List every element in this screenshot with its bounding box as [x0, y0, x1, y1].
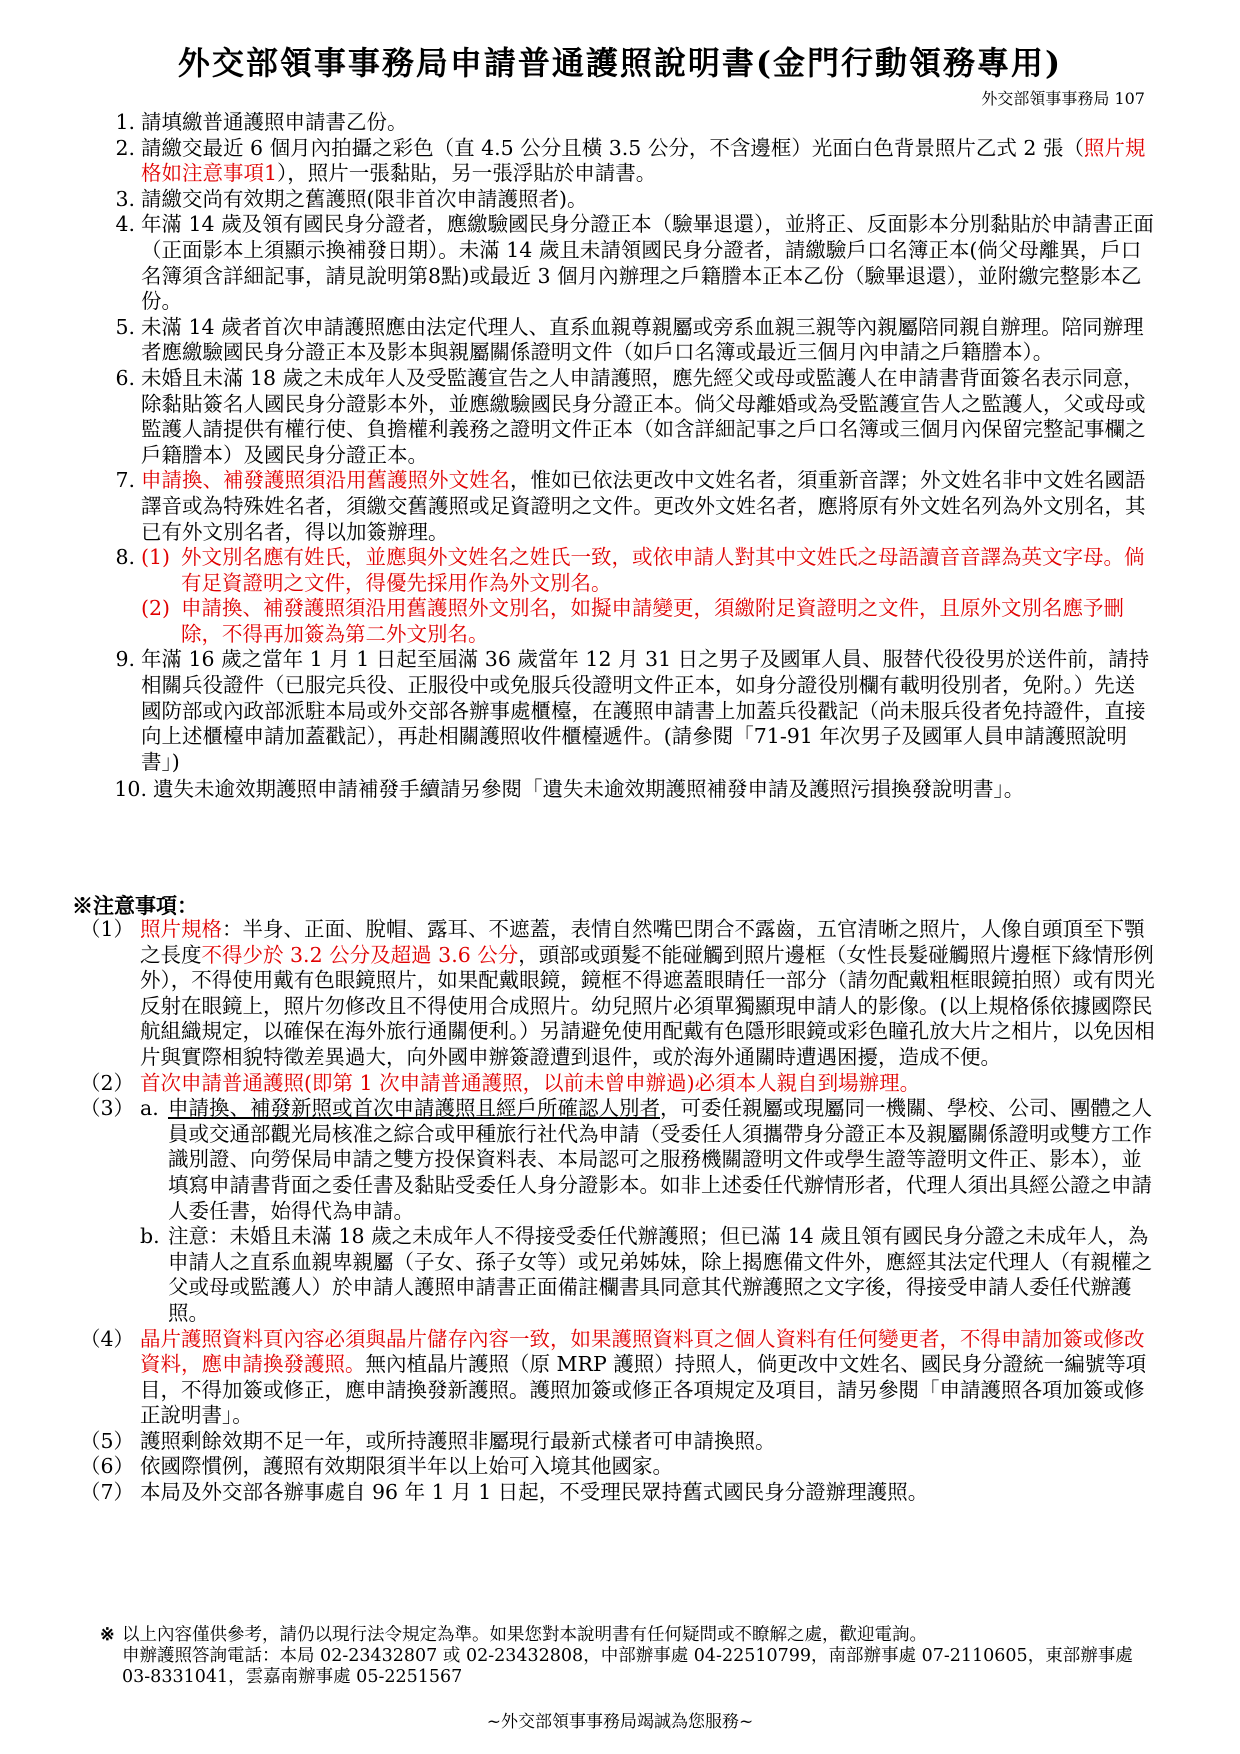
text-segment: 注意：未婚且未滿 18 歲之未成年人不得接受委任代辦護照；但已滿 14 歲且領有國民身分證之未成年人，為申請人之直系血親卑親屬（子女、孫子女等）或兄弟姊妹，除上揭應備文件外，應經其法定代理人（有親權之父或母或監護人）於申請人護照申請書正面備註欄書具同意其代辦護照之文字後，得接受申請人委任代辦護照。 — [168, 1224, 1152, 1325]
highlighted-text: 晶片護照資料頁內容必須與晶片儲存內容一致，如果護照資料頁之個人資料有任何變更者，不得申請加簽或修改資料，應申請換發護照。 — [140, 1326, 1145, 1377]
footer-mark: ※ — [100, 1625, 115, 1645]
note-sub-letter: a. — [140, 1096, 159, 1121]
text-segment: ：半身、正面、脫帽、露耳、不遮蓋，表情自然嘴巴閉合不露齒，五官清晰之照片，人像自頭頂至下顎之長度 — [140, 917, 1145, 967]
text-segment: ，頭部或頭髮不能碰觸到照片邊框（女性長髮碰觸照片邊框下緣情形例外），不得使用戴有色眼鏡照片，如果配戴眼鏡，鏡框不得遮蓋眼睛任一部分（請勿配戴粗框眼鏡拍照）或有閃光反射在眼鏡上，照片勿修改且不得使用合成照片。幼兒照片必須單獨顯現申請人的影像。(以上規格係依據國際民航組織規定，以確保在海外旅行通關便利。）另請避免使用配戴有色隱形眼鏡或彩色瞳孔放大片之相片，以免因相片與實際相貌特徵差異過大，向外國申辦簽證遭到退件，或於海外通關時遭遇困擾，造成不便。 — [140, 942, 1155, 1069]
text-segment: ，惟如已依法更改中文姓名者，須重新音譯；外文姓名非中文姓名國語譯音或為特殊姓名者，須繳交舊護照或足資證明之文件。更改外文姓名者，應將原有外文姓名列為外文別名，其已有外文別名者，得以加簽辦理。 — [141, 468, 1146, 544]
item-text — [153, 777, 1155, 803]
item-number: 5. — [115, 314, 135, 339]
item-text — [141, 315, 1155, 366]
instruction-list — [95, 110, 1155, 803]
sub-item-number: (2) — [141, 596, 171, 621]
note-number: （1） — [80, 917, 135, 941]
item-number: 9. — [115, 647, 135, 672]
highlighted-text: 照片規格如注意事項1 — [141, 135, 1146, 186]
note-item — [80, 1327, 1155, 1429]
item-number: 6. — [115, 365, 135, 390]
note-text — [140, 917, 1155, 1071]
footer-closing: ~外交部領事事務局竭誠為您服務~ — [486, 1712, 754, 1732]
text-segment: ），照片一張黏貼，另一張浮貼於申請書。 — [277, 161, 657, 186]
item-number: 1. — [115, 110, 135, 134]
instruction-item — [95, 777, 1155, 803]
instruction-item — [95, 545, 1155, 647]
footer-phones: 申辦護照答詢電話：本局 02-23432807 或 02-23432808，中部辦事處 04-22510799，南部辦事處 07-2110605，東部辦事處 03-8331041，雲嘉南辦事處 05-2251567 — [122, 1646, 1133, 1687]
instruction-item — [95, 366, 1155, 468]
item-text — [141, 187, 1155, 213]
note-item — [80, 1096, 1155, 1326]
sub-item — [141, 545, 1155, 596]
instruction-item — [95, 212, 1155, 314]
text-segment: 請繳交尚有效期之舊護照(限非首次申請護照者)。 — [141, 186, 588, 211]
agency-code: 外交部領事事務局 107 — [981, 89, 1145, 108]
sub-item-text: 外文別名應有姓氏，並應與外文姓名之姓氏一致，或依申請人對其中文姓氏之母語讀音音譯為英文字母。倘有足資證明之文件，得優先採用作為外文別名。 — [181, 545, 1145, 595]
item-text — [141, 468, 1155, 545]
item-number: 10. — [114, 777, 147, 802]
note-item — [80, 1071, 1155, 1097]
note-text — [140, 1429, 1155, 1455]
item-number: 8. — [115, 545, 135, 570]
text-segment: ，可委任親屬或現屬同一機關、學校、公司、團體之人員或交通部觀光局核准之綜合或甲種旅行社代為申請（受委任人須攜帶身分證正本及親屬關係證明或雙方工作識別證、向勞保局申請之雙方投保資料表、本局認可之服務機關證明文件或學生證等證明文件正、影本），並填寫申請書背面之委任書及黏貼受委任人身分證影本。如非上述委任代辦情形者，代理人須出具經公證之申請人委任書，始得代為申請。 — [168, 1096, 1152, 1223]
item-number: 3. — [115, 186, 135, 211]
instruction-item — [95, 647, 1155, 775]
note-text — [140, 1454, 1155, 1480]
item-text — [141, 366, 1155, 468]
highlighted-text: 申請換、補發護照須沿用舊護照外文姓名 — [141, 468, 510, 493]
note-number: （4） — [80, 1326, 135, 1351]
text-segment: 依國際慣例，護照有效期限須半年以上始可入境其他國家。 — [140, 1454, 673, 1479]
text-segment: 年滿 16 歲之當年 1 月 1 日起至屆滿 36 歲當年 12 月 31 日之男子及國軍人員、服替代役役男於送件前，請持相關兵役證件（已服完兵役、正服役中或免服兵役證明文件正本，如身分證役別欄有載明役別者，免附。）先送國防部或內政部派駐本局或外交部各辦事處櫃檯，在護照申請書上加蓋兵役戳記（尚未服兵役者免持證件，直接向上述櫃檯申請加蓋戳記），再赴相關護照收件櫃檯遞件。(請參閱「71-91 年次男子及國軍人員申請護照說明書」) — [141, 647, 1150, 774]
note-sub-letter: b. — [140, 1224, 160, 1249]
instruction-item — [95, 187, 1155, 213]
note-text — [140, 1327, 1155, 1429]
text-segment: 未滿 14 歲者首次申請護照應由法定代理人、直系血親尊親屬或旁系血親三親等內親屬陪同親自辦理。陪同辦理者應繳驗國民身分證正本及影本與親屬關係證明文件（如戶口名簿或最近三個月內申請之戶籍謄本）。 — [141, 314, 1144, 365]
item-text — [141, 110, 1155, 136]
document-title: 外交部領事事務局申請普通護照說明書(金門行動領務專用) — [177, 44, 1063, 82]
underlined-text: 申請換、補發新照或首次申請護照且經戶所確認人別者 — [168, 1096, 660, 1121]
instruction-item — [95, 468, 1155, 545]
item-text — [141, 136, 1155, 187]
text-segment: 請填繳普通護照申請書乙份。 — [141, 110, 408, 134]
sub-item — [141, 596, 1155, 647]
text-segment: 年滿 14 歲及領有國民身分證者，應繳驗國民身分證正本（驗畢退還），並將正、反面影本分別黏貼於申請書正面（正面影本上須顯示換補發日期）。未滿 14 歲且未請領國民身分證者，請繳驗戶口名簿正本(倘父母離異，戶口名簿須含詳細記事，請見說明第8點)或最近 3 個月內辦理之戶籍謄本正本乙份（驗畢退還），並附繳完整影本乙份。 — [141, 212, 1154, 314]
sub-item-text: 申請換、補發護照須沿用舊護照外文別名，如擬申請變更，須繳附足資證明之文件，且原外文別名應予刪除，不得再加簽為第二外文別名。 — [181, 596, 1124, 646]
notes-heading: ※注意事項： — [72, 893, 198, 918]
item-text — [141, 545, 1155, 647]
note-item — [80, 917, 1155, 1071]
text-segment: 遺失未逾效期護照申請補發手續請另參閱「遺失未逾效期護照補發申請及護照污損換發說明書」。 — [153, 777, 1025, 802]
highlighted-text: 不得少於 3.2 公分及超過 3.6 公分 — [201, 942, 519, 967]
note-sub-text — [168, 1224, 1155, 1326]
note-number: （3） — [80, 1096, 135, 1121]
text-segment: 未婚且未滿 18 歲之未成年人及受監護宣告之人申請護照，應先經父或母或監護人在申請書背面簽名表示同意，除黏貼簽名人國民身分證影本外，並應繳驗國民身分證正本。倘父母離婚或為受監護宣告人之監護人，父或母或監護人請提供有權行使、負擔權利義務之證明文件正本（如含詳細記事之戶口名簿或三個月內保留完整記事欄之戶籍謄本）及國民身分證正本。 — [141, 365, 1146, 467]
sub-item-number: (1) — [141, 545, 171, 570]
note-number: （7） — [80, 1480, 135, 1505]
notes-list — [80, 917, 1155, 1506]
note-number: （6） — [80, 1454, 135, 1479]
note-text — [140, 1071, 1155, 1097]
note-sub-text — [168, 1096, 1155, 1224]
text-segment: 請繳交最近 6 個月內拍攝之彩色（直 4.5 公分且橫 3.5 公分，不含邊框）光面白色背景照片乙式 2 張（ — [141, 135, 1084, 160]
highlighted-text: 首次申請普通護照(即第 1 次申請普通護照，以前未曾申辦過)必須本人親自到場辦理。 — [140, 1070, 921, 1095]
instruction-item — [95, 136, 1155, 187]
text-segment: 本局及外交部各辦事處自 96 年 1 月 1 日起，不受理民眾持舊式國民身分證辦理護照。 — [140, 1480, 929, 1505]
item-text — [141, 212, 1155, 314]
footer-disclaimer: 以上內容僅供參考，請仍以現行法令規定為準。如果您對本說明書有任何疑問或不瞭解之處，歡迎電詢。 — [122, 1625, 927, 1645]
note-sub-item — [140, 1096, 1155, 1224]
instruction-item — [95, 110, 1155, 136]
item-text — [141, 647, 1155, 775]
note-sub-item — [140, 1224, 1155, 1326]
note-number: （2） — [80, 1070, 135, 1095]
item-number: 7. — [115, 468, 135, 493]
note-text — [140, 1096, 1155, 1326]
footer — [100, 1625, 1160, 1688]
highlighted-text: 照片規格 — [140, 917, 222, 941]
text-segment: 護照剩餘效期不足一年，或所持護照非屬現行最新式樣者可申請換照。 — [140, 1428, 776, 1453]
note-item — [80, 1454, 1155, 1480]
item-number: 2. — [115, 135, 135, 160]
text-segment: 無內植晶片護照（原 MRP 護照）持照人，倘更改中文姓名、國民身分證統一編號等項目，不得加簽或修正，應申請換發新護照。護照加簽或修正各項規定及項目，請另參閱「申請護照各項加簽或修正說明書」。 — [140, 1352, 1147, 1428]
note-text — [140, 1480, 1155, 1506]
note-item — [80, 1429, 1155, 1455]
instruction-item — [95, 315, 1155, 366]
note-number: （5） — [80, 1428, 135, 1453]
item-number: 4. — [115, 212, 135, 237]
note-item — [80, 1480, 1155, 1506]
